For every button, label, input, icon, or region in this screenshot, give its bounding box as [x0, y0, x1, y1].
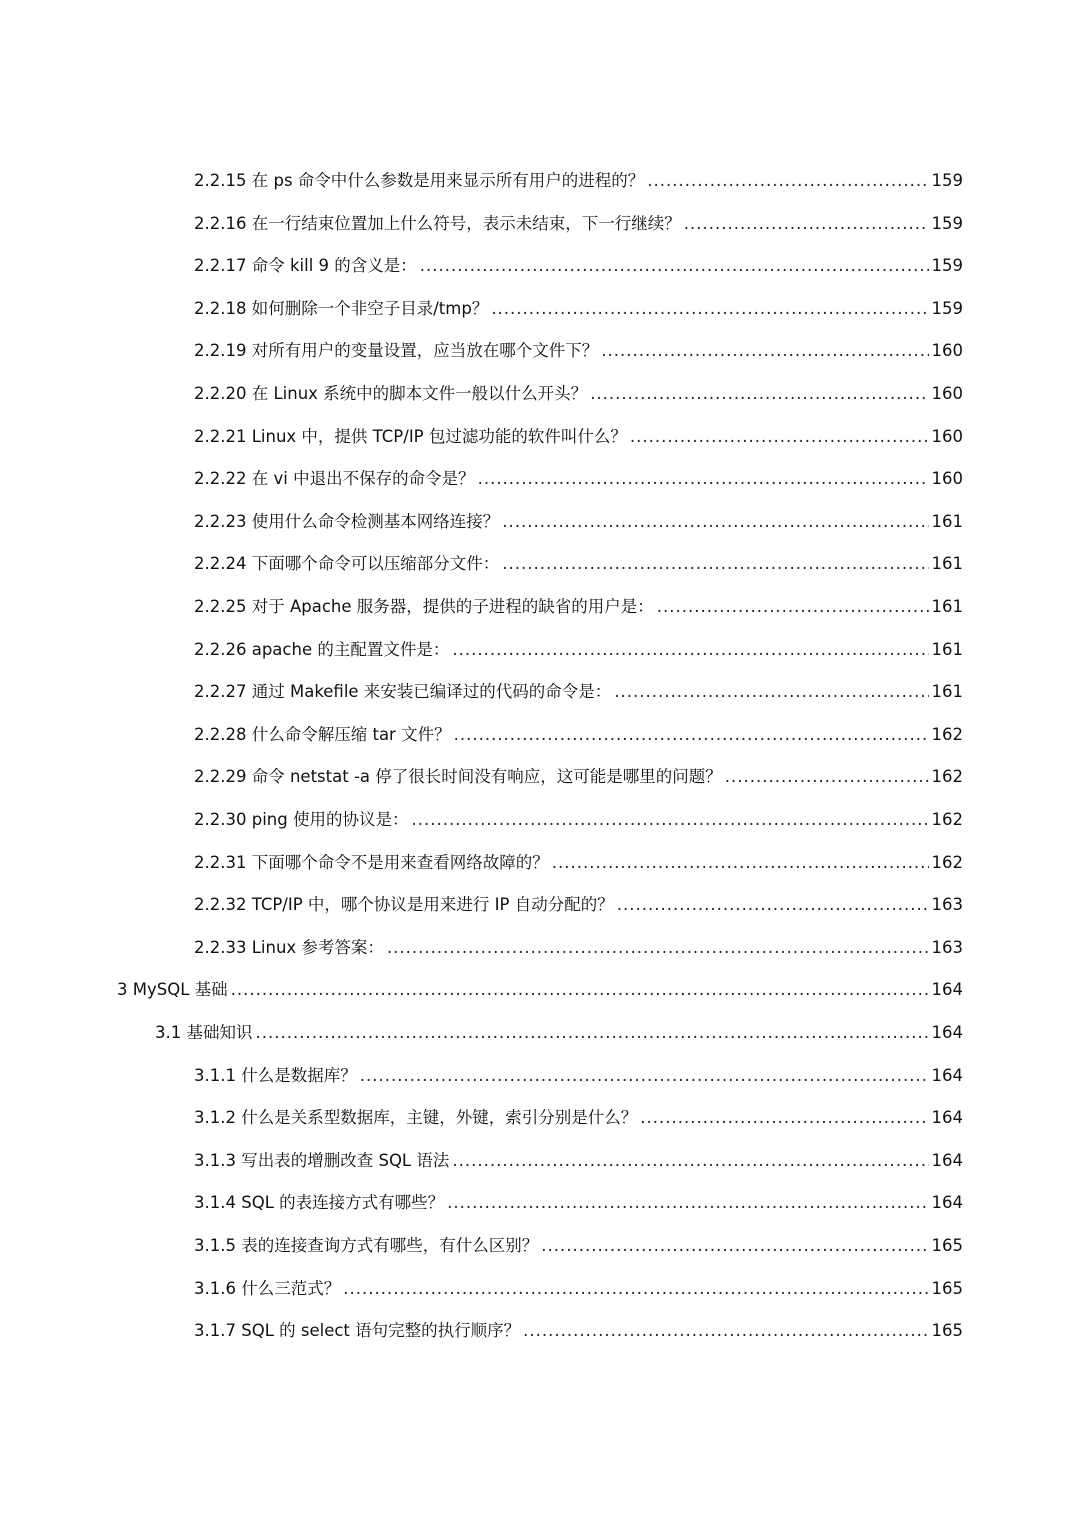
toc-dot-leader — [343, 1268, 928, 1311]
toc-entry-title: 3.1.2 什么是关系型数据库，主键，外键，索引分别是什么？ — [194, 1108, 638, 1128]
toc-entry[interactable] — [194, 416, 963, 459]
toc-entry[interactable] — [194, 330, 963, 373]
toc-entry-title: 3.1.5 表的连接查询方式有哪些，有什么区别？ — [194, 1236, 539, 1255]
toc-entry[interactable] — [194, 671, 963, 714]
toc-dot-leader — [647, 160, 928, 203]
toc-entry-title: 2.2.23 使用什么命令检测基本网络连接？ — [194, 511, 500, 531]
toc-entry-title: 2.2.16 在一行结束位置加上什么符号，表示未结束，下一行继续？ — [194, 213, 681, 233]
toc-dot-leader — [601, 330, 928, 373]
toc-entry-page-number: 159 — [931, 171, 963, 190]
toc-entry-page-number: 162 — [931, 810, 963, 829]
toc-entry-title: 3.1.4 SQL 的表连接方式有哪些？ — [194, 1193, 445, 1213]
toc-entry-page-number: 164 — [931, 1150, 963, 1170]
toc-entry[interactable] — [194, 458, 963, 501]
toc-entry-title: 3.1 基础知识 — [155, 1023, 253, 1042]
toc-dot-leader — [502, 543, 928, 586]
toc-entry[interactable] — [194, 756, 963, 799]
toc-dot-leader — [614, 671, 928, 714]
toc-entry[interactable] — [194, 203, 963, 246]
toc-dot-leader — [231, 969, 929, 1012]
toc-entry-page-number: 161 — [931, 682, 963, 702]
toc-entry[interactable] — [194, 373, 963, 416]
toc-entry[interactable] — [194, 1182, 963, 1225]
toc-dot-leader — [447, 1182, 928, 1225]
toc-dot-leader — [420, 245, 929, 288]
toc-dot-leader — [541, 1225, 928, 1268]
toc-dot-leader — [387, 927, 929, 970]
toc-entry-page-number: 161 — [931, 639, 963, 659]
toc-entry-title: 2.2.32 TCP/IP 中，哪个协议是用来进行 IP 自动分配的？ — [194, 895, 614, 915]
toc-dot-leader — [411, 799, 928, 842]
toc-entry[interactable] — [194, 1268, 963, 1311]
toc-entry-title: 2.2.25 对于 Apache 服务器，提供的子进程的缺省的用户是： — [194, 597, 654, 616]
toc-entry[interactable] — [155, 1012, 963, 1055]
toc-entry[interactable] — [194, 288, 963, 331]
toc-entry-page-number: 163 — [931, 895, 963, 915]
toc-entry[interactable] — [194, 501, 963, 544]
toc-dot-leader — [684, 203, 929, 246]
toc-entry-page-number: 164 — [931, 1023, 963, 1042]
toc-dot-leader — [360, 1055, 929, 1098]
toc-entry-page-number: 159 — [931, 213, 963, 233]
toc-entry-page-number: 165 — [931, 1321, 963, 1341]
toc-entry[interactable] — [194, 543, 963, 586]
toc-entry-title: 2.2.18 如何删除一个非空子目录/tmp？ — [194, 298, 489, 318]
toc-dot-leader — [452, 1140, 928, 1183]
toc-entry-title: 3.1.1 什么是数据库？ — [194, 1065, 357, 1085]
toc-entry[interactable] — [194, 842, 963, 885]
toc-entry-title: 2.2.26 apache 的主配置文件是： — [194, 639, 450, 659]
toc-entry[interactable] — [194, 884, 963, 927]
toc-entry-title: 2.2.27 通过 Makefile 来安装已编译过的代码的命令是： — [194, 682, 612, 702]
toc-entry-title: 2.2.20 在 Linux 系统中的脚本文件一般以什么开头？ — [194, 384, 588, 403]
toc-entry[interactable] — [117, 969, 963, 1012]
toc-entry-title: 2.2.30 ping 使用的协议是： — [194, 810, 409, 829]
toc-entry-page-number: 161 — [931, 554, 963, 574]
toc-entry-title: 2.2.19 对所有用户的变量设置，应当放在哪个文件下？ — [194, 341, 599, 361]
toc-entry-page-number: 165 — [931, 1236, 963, 1255]
toc-entry-page-number: 162 — [931, 724, 963, 744]
toc-entry-page-number: 160 — [931, 341, 963, 361]
toc-dot-leader — [502, 501, 928, 544]
toc-entry-page-number: 159 — [931, 256, 963, 276]
toc-entry-title: 2.2.15 在 ps 命令中什么参数是用来显示所有用户的进程的？ — [194, 171, 645, 190]
toc-entry-page-number: 160 — [931, 469, 963, 489]
toc-entry-page-number: 161 — [931, 597, 963, 616]
toc-entry[interactable] — [194, 1225, 963, 1268]
toc-entry-page-number: 164 — [931, 980, 963, 1000]
toc-dot-leader — [552, 842, 929, 885]
toc-entry-title: 2.2.33 Linux 参考答案： — [194, 937, 384, 957]
toc-entry-title: 2.2.22 在 vi 中退出不保存的命令是？ — [194, 469, 475, 489]
toc-dot-leader — [523, 1310, 928, 1353]
toc-entry-page-number: 162 — [931, 767, 963, 787]
toc-entry-title: 2.2.31 下面哪个命令不是用来查看网络故障的？ — [194, 852, 549, 872]
toc-entry[interactable] — [194, 586, 963, 629]
toc-entry[interactable] — [194, 1140, 963, 1183]
toc-entry-page-number: 160 — [931, 384, 963, 403]
toc-entry[interactable] — [194, 160, 963, 203]
toc-entry-title: 3.1.3 写出表的增删改查 SQL 语法 — [194, 1150, 450, 1170]
toc-entry-page-number: 160 — [931, 426, 963, 446]
toc-dot-leader — [590, 373, 928, 416]
toc-entry-title: 3.1.6 什么三范式？ — [194, 1278, 341, 1298]
toc-entry[interactable] — [194, 1055, 963, 1098]
toc-dot-leader — [491, 288, 928, 331]
toc-entry[interactable] — [194, 714, 963, 757]
toc-dot-leader — [452, 629, 928, 672]
toc-entry-title: 3.1.7 SQL 的 select 语句完整的执行顺序？ — [194, 1321, 521, 1341]
toc-entry-title: 2.2.28 什么命令解压缩 tar 文件？ — [194, 724, 451, 744]
toc-entry-title: 2.2.21 Linux 中，提供 TCP/IP 包过滤功能的软件叫什么？ — [194, 426, 627, 446]
toc-dot-leader — [256, 1012, 929, 1055]
toc-dot-leader — [725, 756, 929, 799]
toc-entry-page-number: 159 — [931, 298, 963, 318]
toc-entry-page-number: 164 — [931, 1065, 963, 1085]
toc-entry[interactable] — [194, 927, 963, 970]
toc-entry-title: 2.2.17 命令 kill 9 的含义是： — [194, 256, 417, 276]
toc-dot-leader — [657, 586, 929, 629]
toc-entry-page-number: 164 — [931, 1193, 963, 1213]
toc-entry[interactable] — [194, 1310, 963, 1353]
toc-entry[interactable] — [194, 1097, 963, 1140]
toc-entry-page-number: 165 — [931, 1278, 963, 1298]
toc-dot-leader — [630, 416, 929, 459]
toc-dot-leader — [454, 714, 929, 757]
toc-dot-leader — [617, 884, 929, 927]
toc-entry-page-number: 164 — [931, 1108, 963, 1128]
toc-entry[interactable] — [194, 245, 963, 288]
toc-entry-page-number: 162 — [931, 852, 963, 872]
toc-entry-page-number: 163 — [931, 937, 963, 957]
toc-entry-title: 2.2.29 命令 netstat -a 停了很长时间没有响应，这可能是哪里的问题？ — [194, 767, 722, 787]
toc-entry[interactable] — [194, 629, 963, 672]
toc-dot-leader — [478, 458, 929, 501]
toc-entry-title: 3 MySQL 基础 — [117, 980, 228, 1000]
toc-entry-title: 2.2.24 下面哪个命令可以压缩部分文件： — [194, 554, 500, 574]
toc-entry-page-number: 161 — [931, 511, 963, 531]
toc-entry[interactable] — [194, 799, 963, 842]
toc-dot-leader — [640, 1097, 928, 1140]
